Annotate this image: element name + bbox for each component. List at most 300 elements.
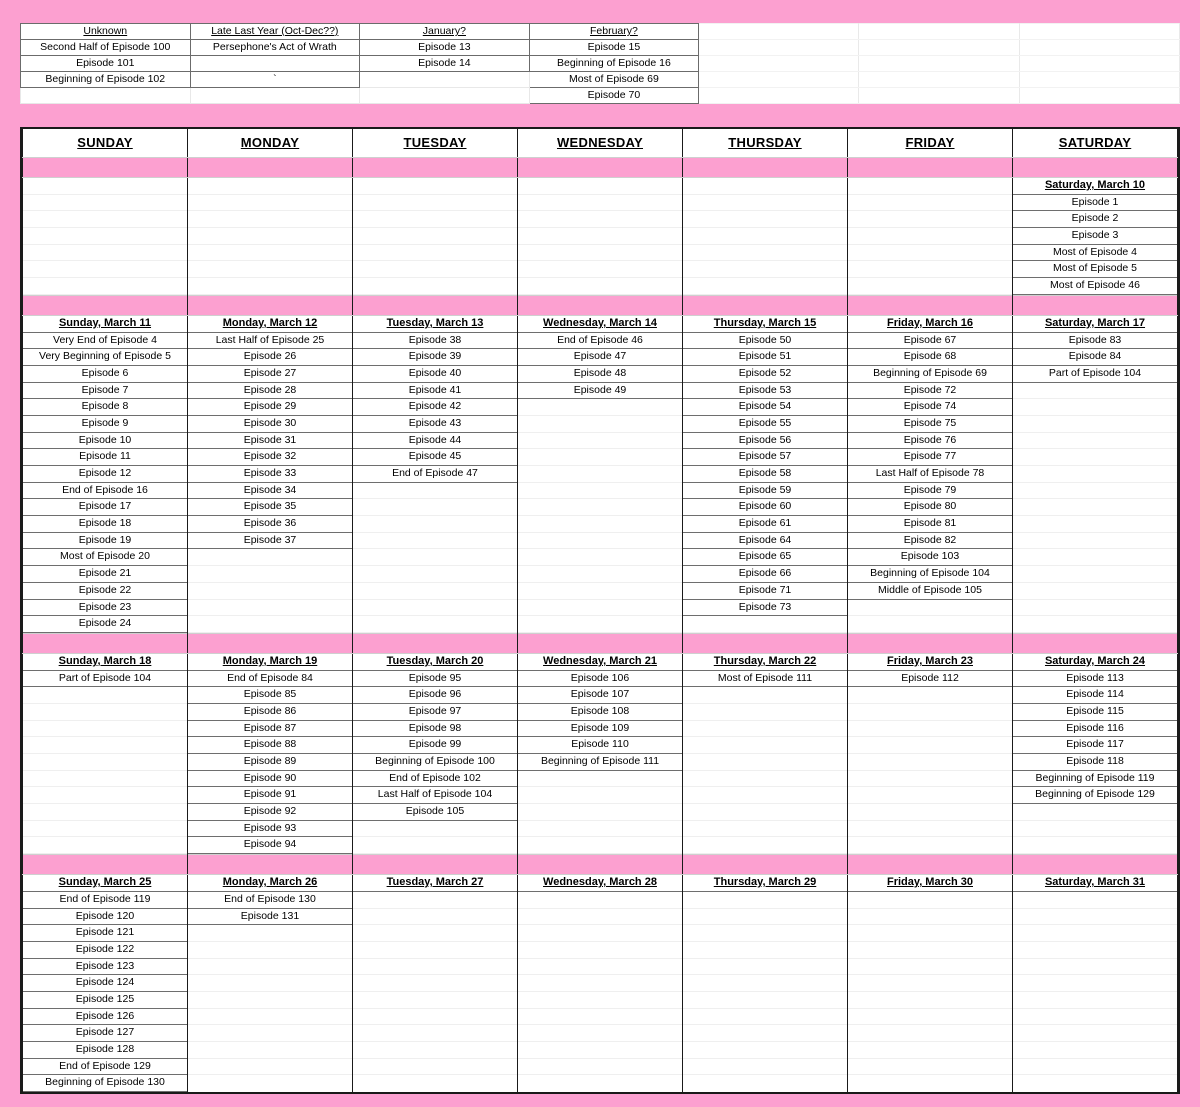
episode-entry[interactable]: End of Episode 102 xyxy=(353,771,517,788)
empty-slot[interactable] xyxy=(848,178,1012,195)
empty-slot[interactable] xyxy=(353,975,517,992)
episode-entry[interactable]: Episode 71 xyxy=(683,583,847,600)
empty-slot[interactable] xyxy=(683,1059,847,1076)
episode-entry[interactable]: Episode 61 xyxy=(683,516,847,533)
calendar-day-cell[interactable] xyxy=(683,653,848,854)
episode-entry[interactable]: Beginning of Episode 100 xyxy=(353,754,517,771)
empty-slot[interactable] xyxy=(353,909,517,926)
episode-entry[interactable]: Episode 45 xyxy=(353,449,517,466)
empty-slot[interactable] xyxy=(1013,549,1177,566)
empty-slot[interactable] xyxy=(518,925,682,942)
episode-entry[interactable]: Episode 106 xyxy=(518,671,682,688)
empty-slot[interactable] xyxy=(353,925,517,942)
calendar-day-cell[interactable] xyxy=(518,875,683,1092)
empty-slot[interactable] xyxy=(683,754,847,771)
episode-entry[interactable]: Episode 75 xyxy=(848,416,1012,433)
empty-slot[interactable] xyxy=(518,942,682,959)
empty-slot[interactable] xyxy=(23,737,187,754)
episode-entry[interactable]: Episode 8 xyxy=(23,399,187,416)
empty-slot[interactable] xyxy=(848,1042,1012,1059)
empty-slot[interactable] xyxy=(683,1042,847,1059)
episode-entry[interactable]: Episode 95 xyxy=(353,671,517,688)
empty-slot[interactable] xyxy=(683,228,847,245)
empty-slot[interactable] xyxy=(848,228,1012,245)
empty-slot[interactable] xyxy=(1013,959,1177,976)
empty-slot[interactable] xyxy=(353,483,517,500)
episode-entry[interactable]: Beginning of Episode 69 xyxy=(848,366,1012,383)
empty-slot[interactable] xyxy=(518,549,682,566)
calendar-day-cell[interactable] xyxy=(23,653,188,854)
empty-slot[interactable] xyxy=(353,278,517,295)
episode-entry[interactable]: Episode 83 xyxy=(1013,333,1177,350)
empty-slot[interactable] xyxy=(518,975,682,992)
episode-entry[interactable]: Episode 26 xyxy=(188,349,352,366)
empty-slot[interactable] xyxy=(188,959,352,976)
empty-slot[interactable] xyxy=(188,549,352,566)
empty-slot[interactable] xyxy=(353,583,517,600)
episode-entry[interactable]: Episode 81 xyxy=(848,516,1012,533)
empty-slot[interactable] xyxy=(353,195,517,212)
empty-slot[interactable] xyxy=(353,942,517,959)
episode-entry[interactable]: Episode 28 xyxy=(188,383,352,400)
empty-slot[interactable] xyxy=(1013,892,1177,909)
empty-slot[interactable] xyxy=(683,909,847,926)
episode-entry[interactable]: Episode 121 xyxy=(23,925,187,942)
calendar-day-cell[interactable] xyxy=(188,875,353,1092)
empty-slot[interactable] xyxy=(683,211,847,228)
empty-slot[interactable] xyxy=(518,583,682,600)
episode-entry[interactable]: Episode 10 xyxy=(23,433,187,450)
empty-slot[interactable] xyxy=(518,892,682,909)
episode-entry[interactable]: Episode 96 xyxy=(353,687,517,704)
episode-entry[interactable]: Episode 84 xyxy=(1013,349,1177,366)
empty-slot[interactable] xyxy=(848,754,1012,771)
episode-entry[interactable]: Episode 127 xyxy=(23,1025,187,1042)
episode-entry[interactable]: Beginning of Episode 111 xyxy=(518,754,682,771)
empty-slot[interactable] xyxy=(1013,821,1177,838)
empty-slot[interactable] xyxy=(353,892,517,909)
empty-slot[interactable] xyxy=(518,909,682,926)
empty-slot[interactable] xyxy=(518,533,682,550)
episode-entry[interactable]: Episode 54 xyxy=(683,399,847,416)
empty-slot[interactable] xyxy=(848,992,1012,1009)
empty-slot[interactable] xyxy=(1013,499,1177,516)
episode-entry[interactable]: Most of Episode 5 xyxy=(1013,261,1177,278)
calendar-day-cell[interactable] xyxy=(353,875,518,1092)
empty-slot[interactable] xyxy=(683,942,847,959)
episode-entry[interactable]: Episode 114 xyxy=(1013,687,1177,704)
episode-entry[interactable]: Episode 125 xyxy=(23,992,187,1009)
empty-slot[interactable] xyxy=(683,616,847,633)
empty-slot[interactable] xyxy=(1013,466,1177,483)
empty-slot[interactable] xyxy=(23,178,187,195)
calendar-day-cell[interactable] xyxy=(23,875,188,1092)
episode-entry[interactable]: Part of Episode 104 xyxy=(23,671,187,688)
episode-entry[interactable]: Episode 109 xyxy=(518,721,682,738)
episode-entry[interactable]: Episode 56 xyxy=(683,433,847,450)
episode-entry[interactable]: Episode 126 xyxy=(23,1009,187,1026)
empty-slot[interactable] xyxy=(1013,616,1177,633)
empty-slot[interactable] xyxy=(1013,383,1177,400)
empty-slot[interactable] xyxy=(1013,1009,1177,1026)
empty-slot[interactable] xyxy=(683,178,847,195)
episode-entry[interactable]: Episode 53 xyxy=(683,383,847,400)
episode-entry[interactable]: Episode 44 xyxy=(353,433,517,450)
empty-slot[interactable] xyxy=(848,1009,1012,1026)
empty-slot[interactable] xyxy=(518,566,682,583)
empty-slot[interactable] xyxy=(683,721,847,738)
empty-slot[interactable] xyxy=(518,228,682,245)
episode-entry[interactable]: Episode 120 xyxy=(23,909,187,926)
episode-entry[interactable]: Episode 118 xyxy=(1013,754,1177,771)
episode-entry[interactable]: Episode 36 xyxy=(188,516,352,533)
empty-slot[interactable] xyxy=(188,975,352,992)
empty-slot[interactable] xyxy=(683,821,847,838)
empty-slot[interactable] xyxy=(23,787,187,804)
empty-slot[interactable] xyxy=(518,837,682,854)
empty-slot[interactable] xyxy=(683,771,847,788)
empty-slot[interactable] xyxy=(518,1042,682,1059)
empty-slot[interactable] xyxy=(188,583,352,600)
empty-slot[interactable] xyxy=(353,533,517,550)
episode-entry[interactable]: Episode 89 xyxy=(188,754,352,771)
episode-entry[interactable]: Episode 64 xyxy=(683,533,847,550)
episode-entry[interactable]: Very End of Episode 4 xyxy=(23,333,187,350)
empty-slot[interactable] xyxy=(1013,1042,1177,1059)
empty-slot[interactable] xyxy=(353,566,517,583)
episode-entry[interactable]: Episode 85 xyxy=(188,687,352,704)
episode-entry[interactable]: Episode 42 xyxy=(353,399,517,416)
empty-slot[interactable] xyxy=(353,549,517,566)
empty-slot[interactable] xyxy=(518,787,682,804)
episode-entry[interactable]: End of Episode 119 xyxy=(23,892,187,909)
empty-slot[interactable] xyxy=(848,771,1012,788)
calendar-day-cell[interactable] xyxy=(848,875,1013,1092)
empty-slot[interactable] xyxy=(1013,566,1177,583)
episode-entry[interactable]: Episode 55 xyxy=(683,416,847,433)
episode-entry[interactable]: Episode 21 xyxy=(23,566,187,583)
episode-entry[interactable]: Episode 9 xyxy=(23,416,187,433)
episode-entry[interactable]: Episode 50 xyxy=(683,333,847,350)
empty-slot[interactable] xyxy=(518,499,682,516)
episode-entry[interactable]: Beginning of Episode 104 xyxy=(848,566,1012,583)
episode-entry[interactable]: Most of Episode 111 xyxy=(683,671,847,688)
empty-slot[interactable] xyxy=(188,1059,352,1076)
empty-slot[interactable] xyxy=(518,821,682,838)
episode-entry[interactable]: Most of Episode 4 xyxy=(1013,245,1177,262)
episode-entry[interactable]: Episode 23 xyxy=(23,600,187,617)
episode-entry[interactable]: Episode 37 xyxy=(188,533,352,550)
empty-slot[interactable] xyxy=(518,1009,682,1026)
empty-slot[interactable] xyxy=(353,1059,517,1076)
episode-entry[interactable]: Part of Episode 104 xyxy=(1013,366,1177,383)
episode-entry[interactable]: Episode 31 xyxy=(188,433,352,450)
episode-entry[interactable]: Beginning of Episode 119 xyxy=(1013,771,1177,788)
calendar-day-cell[interactable] xyxy=(188,653,353,854)
episode-entry[interactable]: End of Episode 16 xyxy=(23,483,187,500)
episode-entry[interactable]: Episode 91 xyxy=(188,787,352,804)
episode-entry[interactable]: Episode 124 xyxy=(23,975,187,992)
episode-entry[interactable]: Episode 1 xyxy=(1013,195,1177,212)
empty-slot[interactable] xyxy=(848,1025,1012,1042)
empty-slot[interactable] xyxy=(353,245,517,262)
empty-slot[interactable] xyxy=(848,892,1012,909)
empty-slot[interactable] xyxy=(848,1059,1012,1076)
empty-slot[interactable] xyxy=(848,787,1012,804)
episode-entry[interactable]: Most of Episode 46 xyxy=(1013,278,1177,295)
empty-slot[interactable] xyxy=(353,992,517,1009)
empty-slot[interactable] xyxy=(683,1009,847,1026)
episode-entry[interactable]: Episode 27 xyxy=(188,366,352,383)
empty-slot[interactable] xyxy=(23,261,187,278)
episode-entry[interactable]: Episode 117 xyxy=(1013,737,1177,754)
episode-entry[interactable]: Episode 97 xyxy=(353,704,517,721)
empty-slot[interactable] xyxy=(1013,449,1177,466)
episode-entry[interactable]: Episode 47 xyxy=(518,349,682,366)
empty-slot[interactable] xyxy=(353,1042,517,1059)
episode-entry[interactable]: Episode 34 xyxy=(188,483,352,500)
empty-slot[interactable] xyxy=(188,228,352,245)
empty-slot[interactable] xyxy=(518,211,682,228)
empty-slot[interactable] xyxy=(188,1025,352,1042)
empty-slot[interactable] xyxy=(848,687,1012,704)
empty-slot[interactable] xyxy=(188,1009,352,1026)
episode-entry[interactable]: Episode 110 xyxy=(518,737,682,754)
episode-entry[interactable]: Episode 86 xyxy=(188,704,352,721)
episode-entry[interactable]: Episode 80 xyxy=(848,499,1012,516)
empty-slot[interactable] xyxy=(848,925,1012,942)
empty-slot[interactable] xyxy=(518,959,682,976)
episode-entry[interactable]: Very Beginning of Episode 5 xyxy=(23,349,187,366)
episode-entry[interactable]: Episode 103 xyxy=(848,549,1012,566)
episode-entry[interactable]: Episode 98 xyxy=(353,721,517,738)
empty-slot[interactable] xyxy=(683,195,847,212)
empty-slot[interactable] xyxy=(848,942,1012,959)
calendar-day-cell[interactable] xyxy=(23,178,188,296)
episode-entry[interactable]: Last Half of Episode 25 xyxy=(188,333,352,350)
calendar-day-cell[interactable] xyxy=(518,315,683,633)
episode-entry[interactable]: Episode 122 xyxy=(23,942,187,959)
episode-entry[interactable]: Episode 72 xyxy=(848,383,1012,400)
empty-slot[interactable] xyxy=(23,687,187,704)
episode-entry[interactable]: Episode 77 xyxy=(848,449,1012,466)
empty-slot[interactable] xyxy=(1013,1025,1177,1042)
empty-slot[interactable] xyxy=(683,959,847,976)
empty-slot[interactable] xyxy=(188,261,352,278)
episode-entry[interactable]: Episode 76 xyxy=(848,433,1012,450)
calendar-day-cell[interactable] xyxy=(1013,178,1178,296)
empty-slot[interactable] xyxy=(518,449,682,466)
episode-entry[interactable]: Episode 6 xyxy=(23,366,187,383)
episode-entry[interactable]: Episode 92 xyxy=(188,804,352,821)
empty-slot[interactable] xyxy=(353,261,517,278)
empty-slot[interactable] xyxy=(683,687,847,704)
empty-slot[interactable] xyxy=(848,245,1012,262)
empty-slot[interactable] xyxy=(1013,992,1177,1009)
calendar-day-cell[interactable] xyxy=(848,315,1013,633)
episode-entry[interactable]: End of Episode 129 xyxy=(23,1059,187,1076)
empty-slot[interactable] xyxy=(848,975,1012,992)
episode-entry[interactable]: Episode 22 xyxy=(23,583,187,600)
empty-slot[interactable] xyxy=(518,600,682,617)
empty-slot[interactable] xyxy=(848,737,1012,754)
episode-entry[interactable]: End of Episode 84 xyxy=(188,671,352,688)
episode-entry[interactable]: Episode 131 xyxy=(188,909,352,926)
calendar-day-cell[interactable] xyxy=(848,653,1013,854)
episode-entry[interactable]: Episode 68 xyxy=(848,349,1012,366)
episode-entry[interactable]: Most of Episode 20 xyxy=(23,549,187,566)
empty-slot[interactable] xyxy=(848,837,1012,854)
empty-slot[interactable] xyxy=(848,195,1012,212)
empty-slot[interactable] xyxy=(848,909,1012,926)
empty-slot[interactable] xyxy=(23,278,187,295)
empty-slot[interactable] xyxy=(518,466,682,483)
empty-slot[interactable] xyxy=(23,195,187,212)
empty-slot[interactable] xyxy=(848,704,1012,721)
empty-slot[interactable] xyxy=(1013,942,1177,959)
empty-slot[interactable] xyxy=(1013,416,1177,433)
empty-slot[interactable] xyxy=(353,211,517,228)
empty-slot[interactable] xyxy=(848,261,1012,278)
empty-slot[interactable] xyxy=(683,925,847,942)
empty-slot[interactable] xyxy=(353,600,517,617)
empty-slot[interactable] xyxy=(23,721,187,738)
empty-slot[interactable] xyxy=(683,704,847,721)
episode-entry[interactable]: Middle of Episode 105 xyxy=(848,583,1012,600)
episode-entry[interactable]: Episode 12 xyxy=(23,466,187,483)
episode-entry[interactable]: Episode 18 xyxy=(23,516,187,533)
empty-slot[interactable] xyxy=(1013,533,1177,550)
empty-slot[interactable] xyxy=(188,211,352,228)
episode-entry[interactable]: Episode 94 xyxy=(188,837,352,854)
calendar-day-cell[interactable] xyxy=(683,875,848,1092)
episode-entry[interactable]: Episode 82 xyxy=(848,533,1012,550)
episode-entry[interactable]: Episode 116 xyxy=(1013,721,1177,738)
empty-slot[interactable] xyxy=(518,992,682,1009)
empty-slot[interactable] xyxy=(518,399,682,416)
empty-slot[interactable] xyxy=(353,228,517,245)
episode-entry[interactable]: End of Episode 46 xyxy=(518,333,682,350)
empty-slot[interactable] xyxy=(518,261,682,278)
empty-slot[interactable] xyxy=(848,600,1012,617)
episode-entry[interactable]: Episode 7 xyxy=(23,383,187,400)
empty-slot[interactable] xyxy=(518,1059,682,1076)
episode-entry[interactable]: Episode 66 xyxy=(683,566,847,583)
empty-slot[interactable] xyxy=(188,600,352,617)
empty-slot[interactable] xyxy=(518,195,682,212)
empty-slot[interactable] xyxy=(23,245,187,262)
episode-entry[interactable]: Episode 57 xyxy=(683,449,847,466)
episode-entry[interactable]: End of Episode 47 xyxy=(353,466,517,483)
empty-slot[interactable] xyxy=(353,178,517,195)
empty-slot[interactable] xyxy=(1013,399,1177,416)
empty-slot[interactable] xyxy=(848,959,1012,976)
episode-entry[interactable]: Episode 67 xyxy=(848,333,1012,350)
episode-entry[interactable]: Episode 24 xyxy=(23,616,187,633)
empty-slot[interactable] xyxy=(188,245,352,262)
episode-entry[interactable]: Episode 58 xyxy=(683,466,847,483)
calendar-day-cell[interactable] xyxy=(188,178,353,296)
empty-slot[interactable] xyxy=(353,1009,517,1026)
calendar-day-cell[interactable] xyxy=(683,178,848,296)
empty-slot[interactable] xyxy=(1013,516,1177,533)
calendar-day-cell[interactable] xyxy=(353,178,518,296)
empty-slot[interactable] xyxy=(1013,804,1177,821)
empty-slot[interactable] xyxy=(353,837,517,854)
episode-entry[interactable]: Episode 48 xyxy=(518,366,682,383)
episode-entry[interactable]: Episode 29 xyxy=(188,399,352,416)
empty-slot[interactable] xyxy=(353,516,517,533)
empty-slot[interactable] xyxy=(683,804,847,821)
episode-entry[interactable]: Episode 41 xyxy=(353,383,517,400)
calendar-day-cell[interactable] xyxy=(1013,653,1178,854)
calendar-day-cell[interactable] xyxy=(518,178,683,296)
empty-slot[interactable] xyxy=(1013,1059,1177,1076)
episode-entry[interactable]: Episode 123 xyxy=(23,959,187,976)
empty-slot[interactable] xyxy=(683,261,847,278)
empty-slot[interactable] xyxy=(1013,433,1177,450)
empty-slot[interactable] xyxy=(518,516,682,533)
episode-entry[interactable]: Episode 113 xyxy=(1013,671,1177,688)
episode-entry[interactable]: Episode 3 xyxy=(1013,228,1177,245)
empty-slot[interactable] xyxy=(848,616,1012,633)
empty-slot[interactable] xyxy=(848,721,1012,738)
calendar-day-cell[interactable] xyxy=(353,315,518,633)
episode-entry[interactable]: Episode 59 xyxy=(683,483,847,500)
episode-entry[interactable]: Episode 17 xyxy=(23,499,187,516)
episode-entry[interactable]: Episode 51 xyxy=(683,349,847,366)
episode-entry[interactable]: Episode 74 xyxy=(848,399,1012,416)
episode-entry[interactable]: Beginning of Episode 129 xyxy=(1013,787,1177,804)
episode-entry[interactable]: Episode 107 xyxy=(518,687,682,704)
episode-entry[interactable]: Episode 73 xyxy=(683,600,847,617)
episode-entry[interactable]: Episode 39 xyxy=(353,349,517,366)
episode-entry[interactable]: Episode 35 xyxy=(188,499,352,516)
empty-slot[interactable] xyxy=(188,566,352,583)
empty-slot[interactable] xyxy=(353,821,517,838)
episode-entry[interactable]: Episode 128 xyxy=(23,1042,187,1059)
empty-slot[interactable] xyxy=(518,804,682,821)
empty-slot[interactable] xyxy=(23,228,187,245)
empty-slot[interactable] xyxy=(353,1025,517,1042)
empty-slot[interactable] xyxy=(518,245,682,262)
empty-slot[interactable] xyxy=(1013,925,1177,942)
empty-slot[interactable] xyxy=(188,1042,352,1059)
episode-entry[interactable]: Episode 90 xyxy=(188,771,352,788)
empty-slot[interactable] xyxy=(23,821,187,838)
empty-slot[interactable] xyxy=(683,245,847,262)
empty-slot[interactable] xyxy=(353,616,517,633)
calendar-day-cell[interactable] xyxy=(518,653,683,854)
episode-entry[interactable]: Last Half of Episode 78 xyxy=(848,466,1012,483)
empty-slot[interactable] xyxy=(683,992,847,1009)
calendar-day-cell[interactable] xyxy=(683,315,848,633)
episode-entry[interactable]: Episode 19 xyxy=(23,533,187,550)
empty-slot[interactable] xyxy=(683,278,847,295)
episode-entry[interactable]: Episode 32 xyxy=(188,449,352,466)
episode-entry[interactable]: Episode 93 xyxy=(188,821,352,838)
empty-slot[interactable] xyxy=(518,416,682,433)
empty-slot[interactable] xyxy=(1013,483,1177,500)
episode-entry[interactable]: Episode 65 xyxy=(683,549,847,566)
episode-entry[interactable]: Episode 60 xyxy=(683,499,847,516)
episode-entry[interactable]: Episode 11 xyxy=(23,449,187,466)
episode-entry[interactable]: Episode 43 xyxy=(353,416,517,433)
episode-entry[interactable]: Episode 33 xyxy=(188,466,352,483)
empty-slot[interactable] xyxy=(23,804,187,821)
empty-slot[interactable] xyxy=(683,787,847,804)
empty-slot[interactable] xyxy=(848,821,1012,838)
